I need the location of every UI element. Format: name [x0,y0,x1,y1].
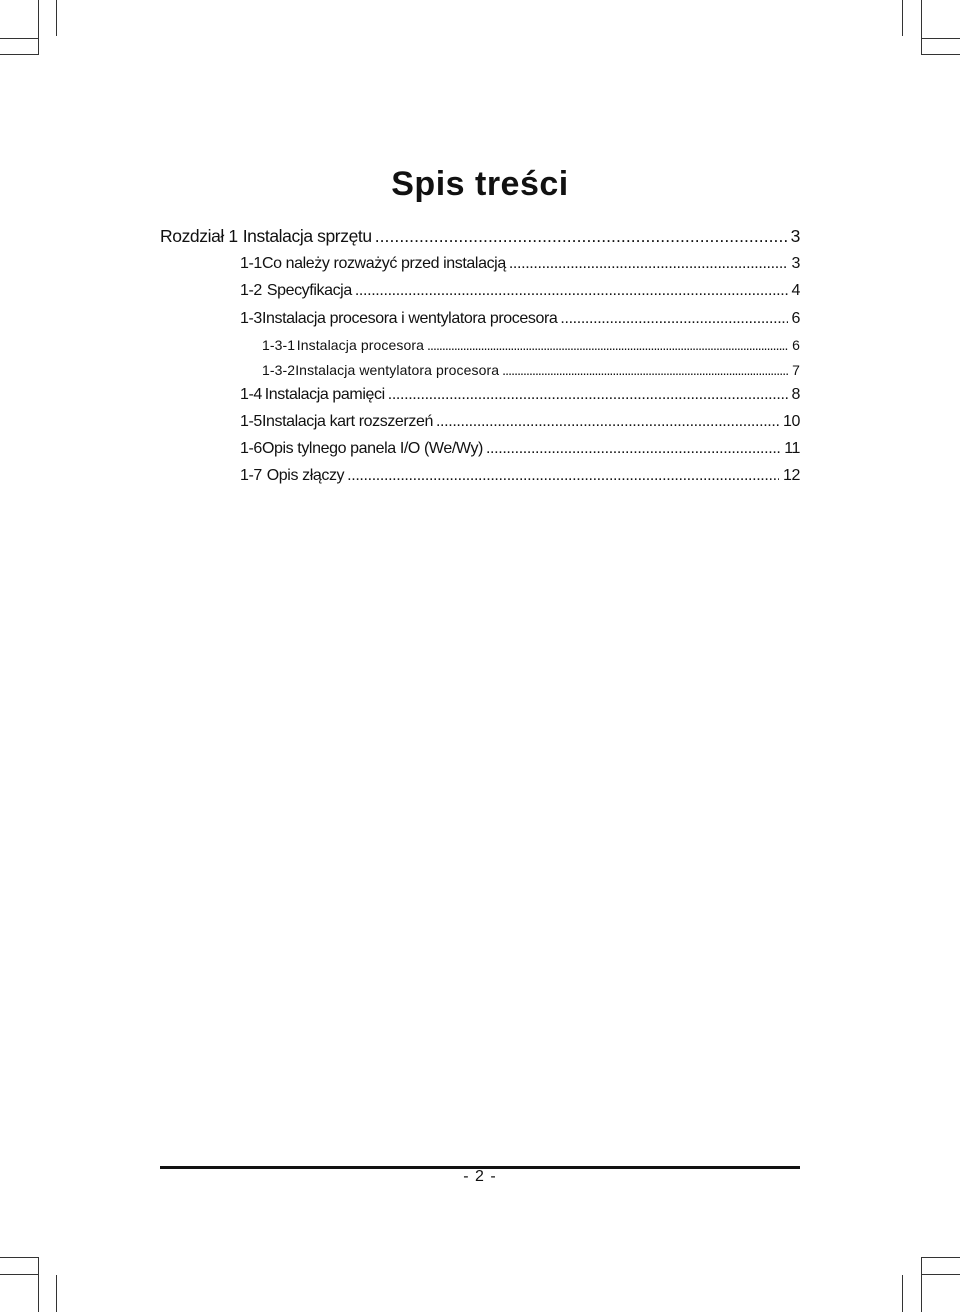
toc-leader-dots [355,282,788,298]
toc-entry-page: 3 [791,255,800,272]
toc-leader-dots [486,440,780,456]
toc-entry-number: 1-3-1 [262,337,296,353]
toc-entry-label: Instalacja wentylatora procesora [295,362,500,378]
toc-entry-number: 1-4 [240,386,262,403]
toc-entry-1-1[interactable] [160,255,800,277]
toc-entry-1-3-1[interactable] [160,337,800,359]
toc-entry-1-3-2[interactable] [160,362,800,384]
toc-entry-label: Instalacja kart rozszerzeń [261,413,433,430]
toc-entry-page: 8 [791,386,800,403]
toc-entry-1-2[interactable] [160,282,800,304]
toc-entry-label: Instalacja procesora i wentylatora procesora [261,310,558,327]
toc-entry-page: 11 [784,440,800,457]
toc-entry-label: Instalacja procesora [296,337,425,353]
toc-leader-dots [427,337,788,351]
toc-entry-chapter-1[interactable] [160,226,800,248]
toc-leader-dots [347,467,779,483]
toc-entry-label: Specyfikacja [266,282,352,299]
toc-entry-number: 1-3-2 [262,362,296,378]
toc-entry-label: Opis złączy [266,467,345,484]
toc-entry-number: 1-6 [240,440,262,457]
toc-entry-1-7[interactable] [160,467,800,489]
footer-page-number: - 2 - [463,1168,497,1185]
toc-entry-label: Instalacja sprzętu [242,226,372,246]
toc-entry-number: Rozdział 1 [160,226,238,246]
toc-leader-dots [560,310,787,326]
toc-entry-label: Co należy rozważyć przed instalacją [261,255,506,272]
toc-entry-1-4[interactable] [160,386,800,408]
toc-entry-number: 1-5 [240,413,262,430]
toc-entry-label: Opis tylnego panela I/O (We/Wy) [261,440,483,457]
toc-entry-page: 12 [783,467,800,484]
toc-leader-dots [375,226,787,244]
toc-entry-label: Instalacja pamięci [264,386,385,403]
toc-leader-dots [502,362,788,376]
toc-entry-page: 10 [783,413,800,430]
toc-entry-page: 7 [792,362,800,378]
toc-entry-1-3[interactable] [160,310,800,332]
toc-entry-1-6[interactable] [160,440,800,462]
toc-entry-page: 4 [791,282,800,299]
toc-entry-number: 1-2 [240,282,262,299]
toc-entry-page: 6 [792,337,800,353]
toc-entry-page: 3 [790,226,800,246]
toc-leader-dots [509,255,788,271]
toc-entry-number: 1-7 [240,467,262,484]
toc-leader-dots [388,386,788,402]
page-title: Spis treści [391,164,569,203]
toc-entry-page: 6 [791,310,800,327]
toc-entry-number: 1-1 [240,255,262,272]
toc-entry-1-5[interactable] [160,413,800,435]
toc-entry-number: 1-3 [240,310,262,327]
toc-leader-dots [436,413,779,429]
